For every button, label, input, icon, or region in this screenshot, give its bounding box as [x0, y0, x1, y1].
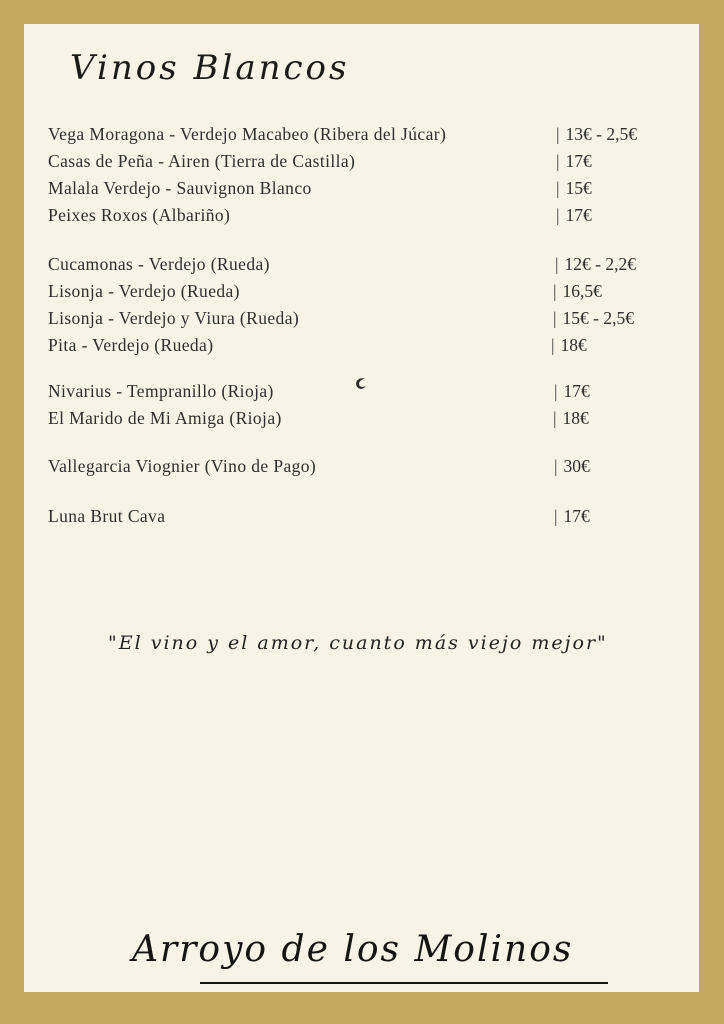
price-separator: |	[556, 205, 560, 225]
price-separator: |	[553, 281, 557, 301]
price-separator: |	[556, 178, 560, 198]
price-separator: |	[554, 456, 558, 476]
price-value: 18€	[560, 335, 587, 355]
wine-name: Vega Moragona - Verdejo Macabeo (Ribera del Júcar)	[48, 124, 447, 144]
price-value: 12€ - 2,2€	[564, 254, 636, 274]
wine-name: Lisonja - Verdejo y Viura (Rueda)	[48, 308, 300, 328]
menu-page	[24, 24, 699, 992]
wine-price	[553, 408, 589, 429]
price-separator: |	[551, 335, 555, 355]
wine-name: Peixes Roxos (Albariño)	[48, 205, 231, 225]
page-title: Vinos Blancos	[70, 48, 350, 88]
wine-name: Cucamonas - Verdejo (Rueda)	[48, 254, 270, 274]
price-separator: |	[556, 124, 560, 144]
wine-name: Luna Brut Cava	[48, 506, 166, 526]
price-value: 17€	[563, 381, 590, 401]
wine-name: Casas de Peña - Airen (Tierra de Castilla)	[48, 151, 356, 171]
wine-price	[556, 151, 592, 172]
wine-price	[556, 178, 592, 199]
wine-name: Nivarius - Tempranillo (Rioja)	[48, 381, 274, 401]
price-value: 18€	[562, 408, 589, 428]
wine-name: Malala Verdejo - Sauvignon Blanco	[48, 178, 312, 198]
wine-price	[554, 456, 590, 477]
price-separator: |	[554, 381, 558, 401]
price-separator: |	[554, 506, 558, 526]
price-value: 17€	[565, 151, 592, 171]
price-value: 17€	[565, 205, 592, 225]
price-separator: |	[555, 254, 559, 274]
price-value: 15€ - 2,5€	[562, 308, 634, 328]
wine-price	[556, 205, 592, 226]
wine-name: El Marido de Mi Amiga (Rioja)	[48, 408, 282, 428]
price-separator: |	[556, 151, 560, 171]
wine-price	[553, 281, 602, 302]
wine-price	[556, 124, 637, 145]
price-value: 17€	[563, 506, 590, 526]
wine-price	[554, 506, 590, 527]
wine-price	[554, 381, 590, 402]
price-value: 30€	[563, 456, 590, 476]
wine-name: Lisonja - Verdejo (Rueda)	[48, 281, 240, 301]
price-separator: |	[553, 408, 557, 428]
price-separator: |	[553, 308, 557, 328]
footer-underline	[200, 982, 608, 984]
wine-name: Pita - Verdejo (Rueda)	[48, 335, 214, 355]
price-value: 13€ - 2,5€	[565, 124, 637, 144]
price-value: 15€	[565, 178, 592, 198]
wine-price	[555, 254, 636, 275]
swirl-icon	[352, 375, 370, 393]
restaurant-name: Arroyo de los Molinos	[132, 929, 574, 970]
quote: "El vino y el amor, cuanto más viejo mejor"	[108, 632, 608, 654]
wine-price	[551, 335, 587, 356]
price-value: 16,5€	[562, 281, 602, 301]
wine-name: Vallegarcia Viognier (Vino de Pago)	[48, 456, 317, 476]
wine-price	[553, 308, 634, 329]
